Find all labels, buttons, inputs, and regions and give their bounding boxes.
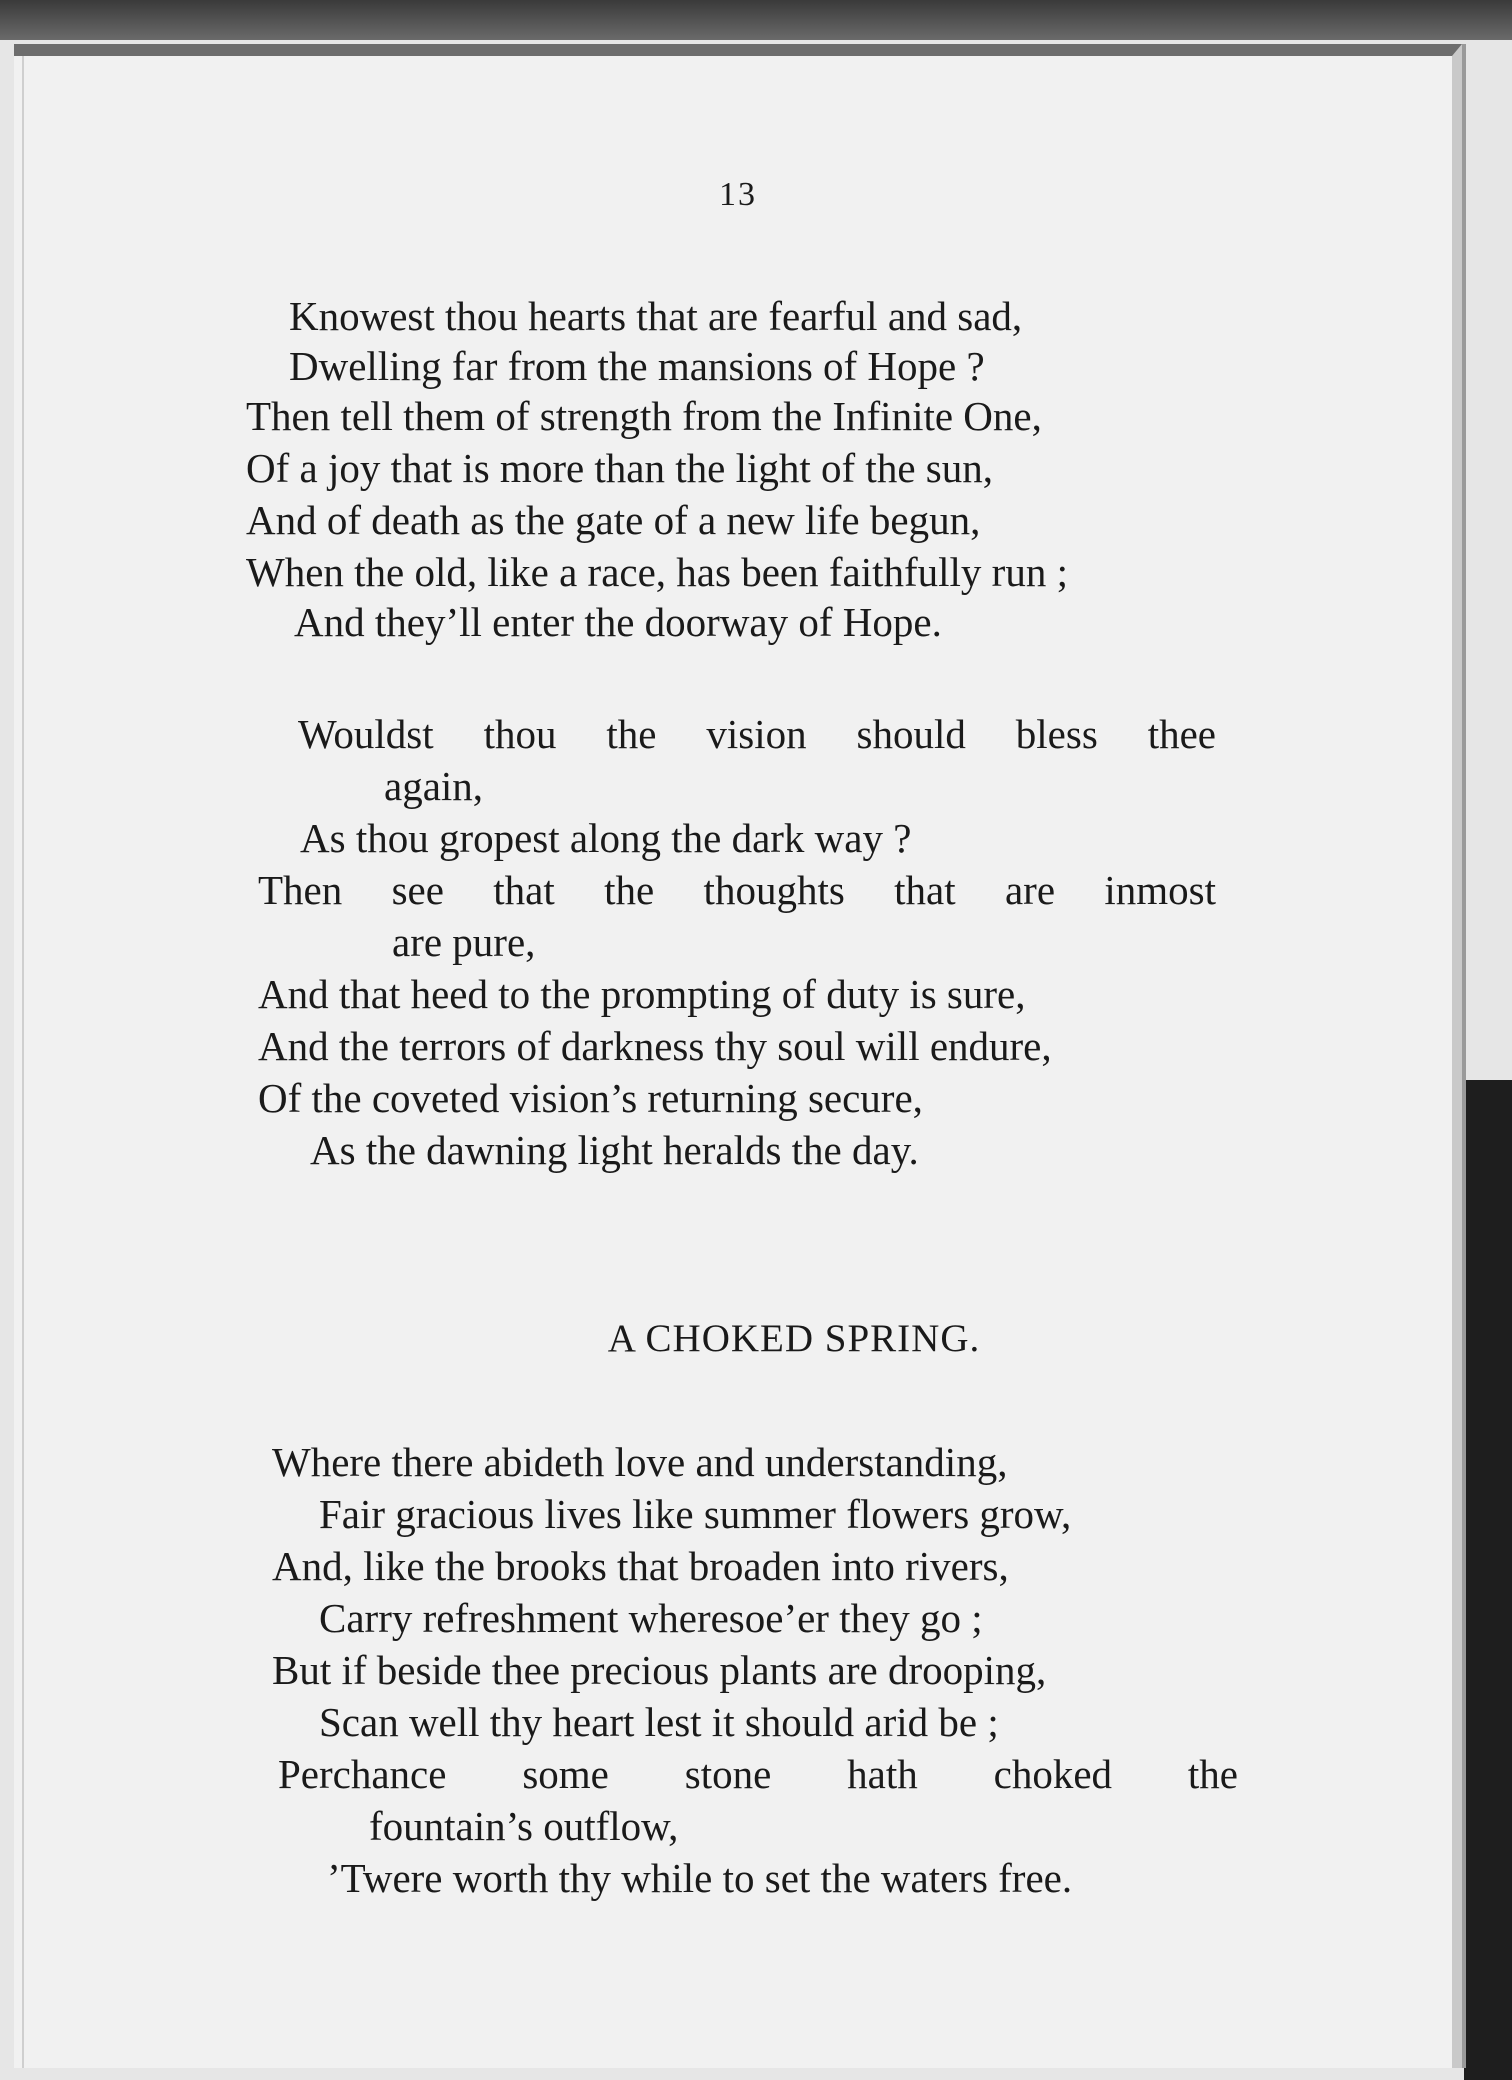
verse-line: ’Twere worth thy while to set the waters free. — [327, 1855, 1073, 1901]
verse-line: Then tell them of strength from the Infinite One, — [246, 393, 1042, 439]
verse-line: Wouldst thou the vision should bless thee — [298, 711, 1216, 757]
verse-line: And that heed to the prompting of duty is sure, — [258, 971, 1026, 1017]
poem-title: A CHOKED SPRING. — [607, 1317, 981, 1360]
verse-line: Then see that the thoughts that are inmost — [258, 867, 1216, 913]
verse-line: fountain’s outflow, — [369, 1803, 679, 1849]
verse-line: Where there abideth love and understanding, — [272, 1439, 1008, 1485]
verse-line: Carry refreshment wheresoe’er they go ; — [319, 1595, 983, 1641]
scan-backdrop-right — [1464, 1080, 1512, 2080]
verse-line: And the terrors of darkness thy soul will endure, — [258, 1023, 1052, 1069]
verse-line: As the dawning light heralds the day. — [310, 1127, 919, 1173]
verse-line: Fair gracious lives like summer flowers grow, — [319, 1491, 1072, 1537]
verse-line: But if beside thee precious plants are drooping, — [272, 1647, 1047, 1693]
verse-line: And they’ll enter the doorway of Hope. — [294, 599, 942, 645]
verse-line: are pure, — [392, 919, 536, 965]
verse-line: Of a joy that is more than the light of the sun, — [246, 445, 993, 491]
verse-line: As thou gropest along the dark way ? — [300, 815, 912, 861]
page-gutter — [22, 56, 24, 2068]
verse-line: again, — [384, 763, 484, 809]
verse-line: Scan well thy heart lest it should arid be ; — [319, 1699, 999, 1745]
verse-line: And, like the brooks that broaden into rivers, — [272, 1543, 1009, 1589]
page-number: 13 — [719, 176, 757, 213]
verse-line: Knowest thou hearts that are fearful and sad, — [289, 293, 1023, 339]
verse-line: Of the coveted vision’s returning secure, — [258, 1075, 923, 1121]
book-page — [14, 44, 1462, 2068]
verse-line: When the old, like a race, has been faithfully run ; — [246, 549, 1068, 595]
verse-line: Dwelling far from the mansions of Hope ? — [289, 343, 985, 389]
scan-backdrop-top — [0, 0, 1512, 40]
verse-line: And of death as the gate of a new life begun, — [246, 497, 981, 543]
verse-line: Perchance some stone hath choked the — [278, 1751, 1238, 1797]
